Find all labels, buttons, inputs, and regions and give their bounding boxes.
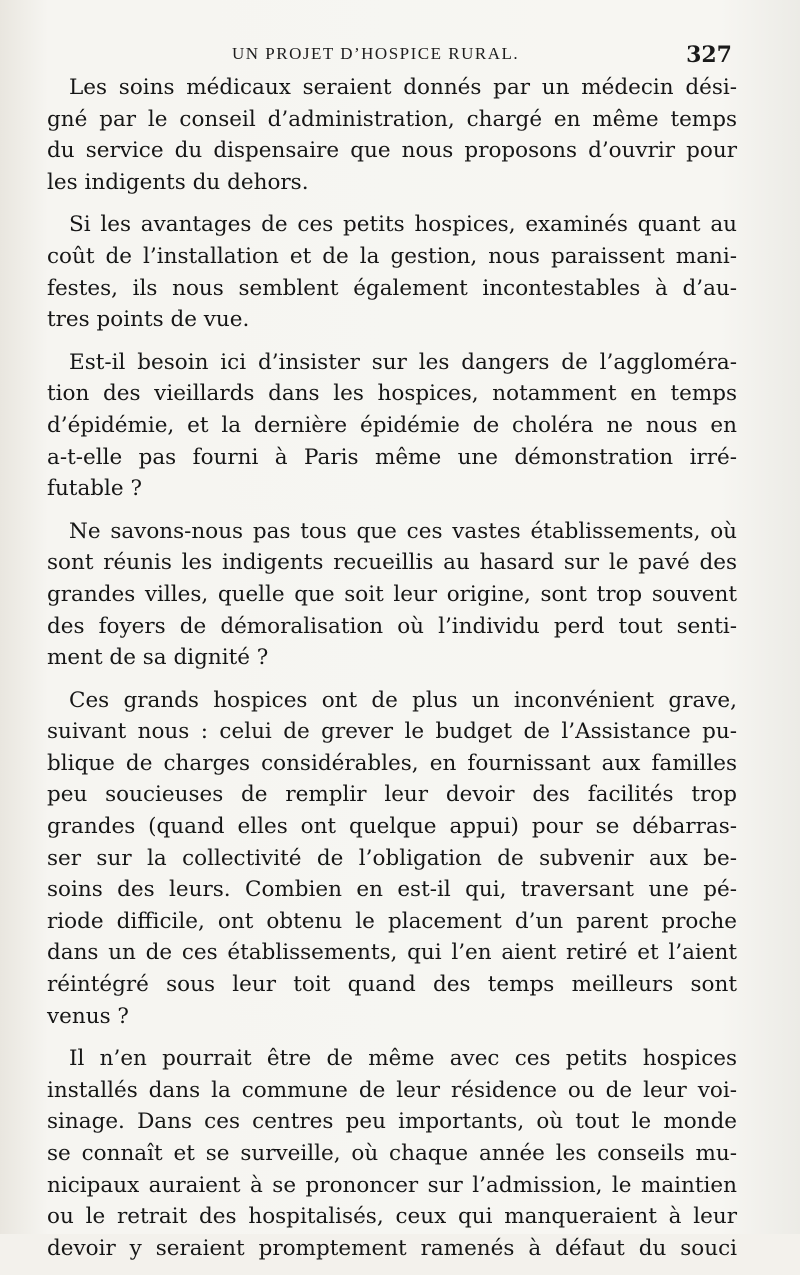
text-line: Si les avantages de ces petits hospices, examinés quant au (69, 212, 737, 238)
text-line: suivant nous : celui de grever le budget de l’Assistance pu- (47, 719, 737, 745)
running-head: UN PROJET D’HOSPICE RURAL. (232, 44, 520, 63)
text-line: se connaît et se surveille, où chaque année les conseils mu- (47, 1141, 737, 1166)
text-line: peu soucieuses de remplir leur devoir des facilités trop (47, 782, 737, 808)
text-line: dans un de ces établissements, qui l’en aient retiré et l’aient (47, 940, 737, 966)
text-line: festes, ils nous semblent également incontestables à d’au- (47, 275, 737, 301)
text-line: devoir y seraient promptement ramenés à défaut du souci (47, 1235, 737, 1261)
text-line: soins des leurs. Combien en est-il qui, traversant une pé- (47, 877, 737, 903)
text-line: grandes (quand elles ont quelque appui) pour se débarras- (47, 814, 737, 840)
paragraph (47, 685, 737, 1033)
text-line: nicipaux auraient à se prononcer sur l’admission, le maintien (47, 1172, 737, 1198)
text-line: les indigents du dehors. (47, 169, 309, 195)
paragraph (47, 516, 737, 674)
text-line: grandes villes, quelle que soit leur origine, sont trop souvent (47, 581, 737, 607)
text-line: réintégré sous leur toit quand des temps meilleurs sont (47, 972, 737, 998)
body-text (47, 72, 737, 1275)
text-line: ou le retrait des hospitalisés, ceux qui manqueraient à leur (47, 1204, 737, 1230)
text-line: riode difficile, ont obtenu le placement d’un parent proche (47, 908, 737, 934)
text-line: Est-il besoin ici d’insister sur les dangers de l’aggloméra- (69, 349, 737, 375)
paragraph (47, 347, 737, 505)
paragraph (47, 1043, 737, 1264)
text-line: tres points de vue. (47, 307, 250, 333)
text-line: Ne savons-nous pas tous que ces vastes établissements, où (69, 518, 737, 544)
text-line: des foyers de démoralisation où l’individu perd tout senti- (47, 613, 737, 639)
text-line: ment de sa dignité ? (47, 645, 269, 671)
text-line: du service du dispensaire que nous proposons d’ouvrir pour (47, 138, 737, 164)
text-line: Il n’en pourrait être de même avec ces petits hospices (69, 1046, 737, 1072)
text-line: Les soins médicaux seraient donnés par un médecin dési- (69, 75, 737, 100)
text-line: sinage. Dans ces centres peu importants, où tout le monde (47, 1109, 737, 1135)
text-line: gné par le conseil d’administration, chargé en même temps (47, 106, 737, 132)
text-line: sont réunis les indigents recueillis au hasard sur le pavé des (47, 550, 737, 576)
text-line: venus ? (47, 1003, 129, 1029)
paragraph (47, 72, 737, 198)
text-line: futable ? (47, 476, 142, 502)
text-line: Ces grands hospices ont de plus un inconvénient grave, (69, 687, 737, 713)
text-line: tion des vieillards dans les hospices, notamment en temps (47, 381, 737, 407)
text-line: a-t-elle pas fourni à Paris même une démonstration irré- (47, 444, 737, 470)
text-line: d’épidémie, et la dernière épidémie de choléra ne nous en (47, 412, 737, 438)
text-line: ser sur la collectivité de l’obligation de subvenir aux be- (47, 845, 737, 871)
paragraph (47, 209, 737, 335)
text-line: coût de l’installation et de la gestion, nous paraissent mani- (47, 243, 737, 269)
text-line: installés dans la commune de leur résidence ou de leur voi- (47, 1077, 737, 1103)
text-line: blique de charges considérables, en fournissant aux familles (47, 750, 737, 776)
page-number: 327 (686, 42, 732, 68)
